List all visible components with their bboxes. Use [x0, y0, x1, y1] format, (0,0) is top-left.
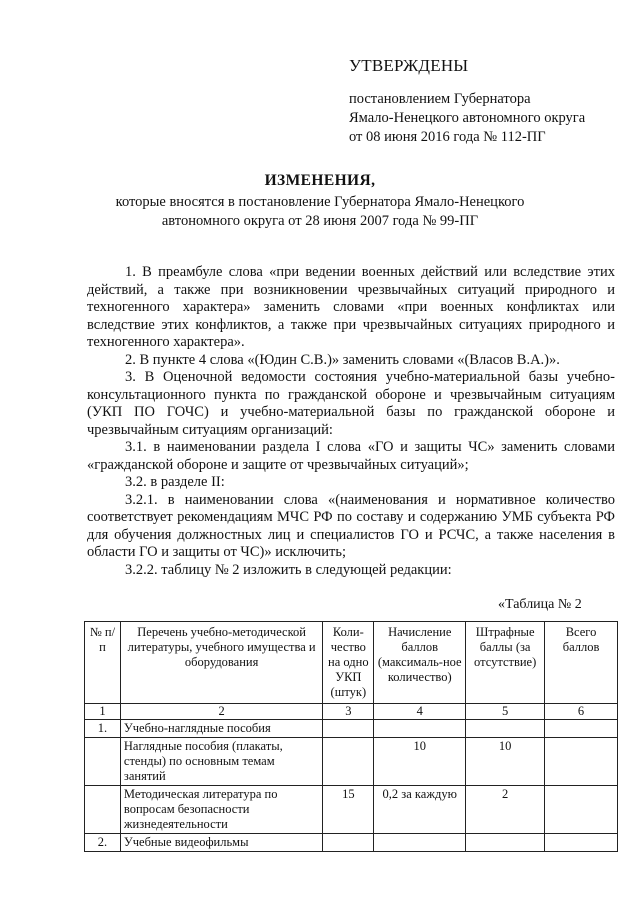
header-cell: Всего баллов — [545, 622, 618, 704]
row-qty — [323, 834, 374, 852]
approval-line: Ямало-Ненецкого автономного округа — [349, 110, 586, 126]
document-subtitle — [110, 193, 530, 231]
paragraph: 2. В пункте 4 слова «(Юдин С.В.)» заменить словами «(Власов В.А.)». — [125, 351, 560, 368]
table-row — [85, 720, 618, 738]
paragraph: 3.1. в наименовании раздела I слова «ГО и защиты ЧС» заменить словами «гражданской обороне и защите от чрезвычайных ситуаций»; — [87, 439, 615, 473]
row-total — [545, 834, 618, 852]
row-name: Учебные видеофильмы — [120, 834, 322, 852]
approval-line: от 08 июня 2016 года № 112-ПГ — [349, 129, 546, 145]
row-points — [374, 720, 466, 738]
row-penalty — [466, 834, 545, 852]
header-cell: Коли-чество на одно УКП (штук) — [323, 622, 374, 704]
approval-line: постановлением Губернатора — [349, 91, 531, 107]
subtitle-line: которые вносятся в постановление Губернатора Ямало-Ненецкого — [115, 194, 525, 210]
row-name: Наглядные пособия (плакаты, стенды) по основным темам занятий — [120, 738, 322, 786]
row-points — [374, 834, 466, 852]
paragraph: 3.2. в разделе II: — [125, 474, 225, 490]
row-points: 10 — [374, 738, 466, 786]
column-number-row — [85, 704, 618, 720]
approval-title: УТВЕРЖДЕНЫ — [349, 56, 469, 75]
points-table — [84, 621, 618, 852]
row-number — [85, 786, 121, 834]
row-total — [545, 738, 618, 786]
column-number: 2 — [120, 704, 322, 720]
table-row — [85, 834, 618, 852]
paragraph: 1. В преамбуле слова «при ведении военных действий или вследствие этих действий, а также при возникновении чрезвычайных ситуаций природного и техногенного характера» заменить словами «при военных конфликтах или вследствие этих конфликтов, а также при чрезвычайных ситуациях природного и техногенного характера». — [87, 264, 615, 350]
header-cell: Начисление баллов (максималь-ное количество) — [374, 622, 466, 704]
document-body — [87, 264, 615, 579]
row-penalty: 10 — [466, 738, 545, 786]
row-penalty: 2 — [466, 786, 545, 834]
header-cell: Перечень учебно-методической литературы, учебного имущества и оборудования — [120, 622, 322, 704]
row-qty — [323, 720, 374, 738]
paragraph: 3.2.2. таблицу № 2 изложить в следующей редакции: — [125, 561, 452, 578]
table-header-row — [85, 622, 618, 704]
row-penalty — [466, 720, 545, 738]
approval-block — [349, 56, 619, 147]
header-cell: Штрафные баллы (за отсутствие) — [466, 622, 545, 704]
row-total — [545, 720, 618, 738]
subtitle-line: автономного округа от 28 июня 2007 года № 99-ПГ — [161, 213, 479, 229]
row-name: Методическая литература по вопросам безопасности жизнедеятельности — [120, 786, 322, 834]
column-number: 6 — [545, 704, 618, 720]
table-row — [85, 738, 618, 786]
header-cell: № п/п — [85, 622, 121, 704]
table-row — [85, 786, 618, 834]
row-number — [85, 738, 121, 786]
paragraph: 3. В Оценочной ведомости состояния учебно-материальной базы учебно-консультационного пункта по гражданской обороне и чрезвычайным ситуациям (УКП ПО ГОЧС) и учебно-материальной базы по гражданской обороне и чрезвычайным ситуациям организаций: — [87, 369, 615, 438]
row-points: 0,2 за каждую — [374, 786, 466, 834]
document-title: ИЗМЕНЕНИЯ, — [264, 172, 376, 189]
table-caption: «Таблица № 2 — [498, 597, 582, 612]
column-number: 5 — [466, 704, 545, 720]
column-number: 3 — [323, 704, 374, 720]
paragraph: 3.2.1. в наименовании слова «(наименования и нормативное количество соответствует рекомендациям МЧС РФ по составу и содержанию УМБ субъекта РФ для обучения должностных лиц и специалистов ГО и РСЧС, а также населения в области ГО и защиты от ЧС)» исключить; — [87, 491, 615, 560]
column-number: 1 — [85, 704, 121, 720]
row-qty — [323, 738, 374, 786]
row-total — [545, 786, 618, 834]
column-number: 4 — [374, 704, 466, 720]
row-name: Учебно-наглядные пособия — [120, 720, 322, 738]
row-number: 2. — [85, 834, 121, 852]
row-qty: 15 — [323, 786, 374, 834]
row-number: 1. — [85, 720, 121, 738]
